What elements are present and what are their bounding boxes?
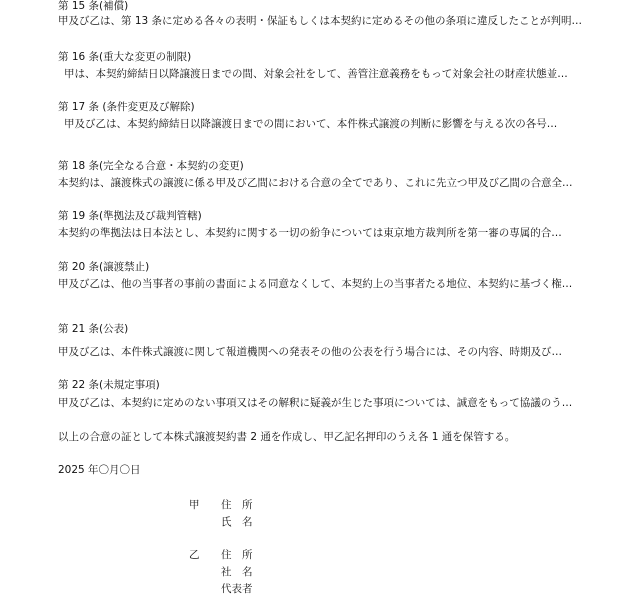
article-16-heading: 第 16 条(重大な変更の制限) bbox=[58, 51, 192, 63]
party-b-address-label: 住 所 bbox=[221, 549, 253, 561]
article-18-heading: 第 18 条(完全なる合意・本契約の変更) bbox=[58, 160, 244, 172]
article-22-heading: 第 22 条(未規定事項) bbox=[58, 379, 160, 391]
article-19-heading: 第 19 条(準拠法及び裁判管轄) bbox=[58, 210, 202, 222]
article-21-heading: 第 21 条(公表) bbox=[58, 323, 129, 335]
article-17-body: 甲及び乙は、本契約締結日以降譲渡日までの間において、本件株式譲渡の判断に影響を与える次の各号… bbox=[64, 118, 558, 130]
closing-statement: 以上の合意の証として本株式譲渡契約書 2 通を作成し、甲乙記名押印のうえ各 1 通を保管する。 bbox=[58, 431, 516, 443]
contract-date: 2025 年〇月〇日 bbox=[58, 464, 141, 476]
article-22-body: 甲及び乙は、本契約に定めのない事項又はその解釈に疑義が生じた事項については、誠意をもって協議のう… bbox=[58, 397, 573, 409]
article-20-heading: 第 20 条(譲渡禁止) bbox=[58, 261, 150, 273]
article-17-heading: 第 17 条 (条件変更及び解除) bbox=[58, 101, 195, 113]
article-20-body: 甲及び乙は、他の当事者の事前の書面による同意なくして、本契約上の当事者たる地位、本契約に基づく権… bbox=[58, 278, 573, 290]
party-a-address-label: 住 所 bbox=[221, 499, 253, 511]
article-15-heading: 第 15 条(補償) bbox=[58, 0, 129, 12]
article-19-body: 本契約の準拠法は日本法とし、本契約に関する一切の紛争については東京地方裁判所を第一審の専属的合… bbox=[58, 227, 562, 239]
party-b-representative-label: 代表者 bbox=[221, 583, 253, 595]
party-b-mark: 乙 bbox=[189, 549, 200, 561]
party-b-company-label: 社 名 bbox=[221, 566, 253, 578]
party-a-name-label: 氏 名 bbox=[221, 516, 253, 528]
article-18-body: 本契約は、譲渡株式の譲渡に係る甲及び乙間における合意の全てであり、これに先立つ甲及び乙間の合意全… bbox=[58, 177, 573, 189]
article-15-body: 甲及び乙は、第 13 条に定める各々の表明・保証もしくは本契約に定めるその他の条項に違反したことが判明… bbox=[58, 15, 583, 27]
article-16-body: 甲は、本契約締結日以降譲渡日までの間、対象会社をして、善管注意義務をもって対象会社の財産状態並… bbox=[64, 68, 568, 80]
article-21-body: 甲及び乙は、本件株式譲渡に関して報道機関への発表その他の公表を行う場合には、その内容、時期及び… bbox=[58, 346, 562, 358]
party-a-mark: 甲 bbox=[189, 499, 200, 511]
